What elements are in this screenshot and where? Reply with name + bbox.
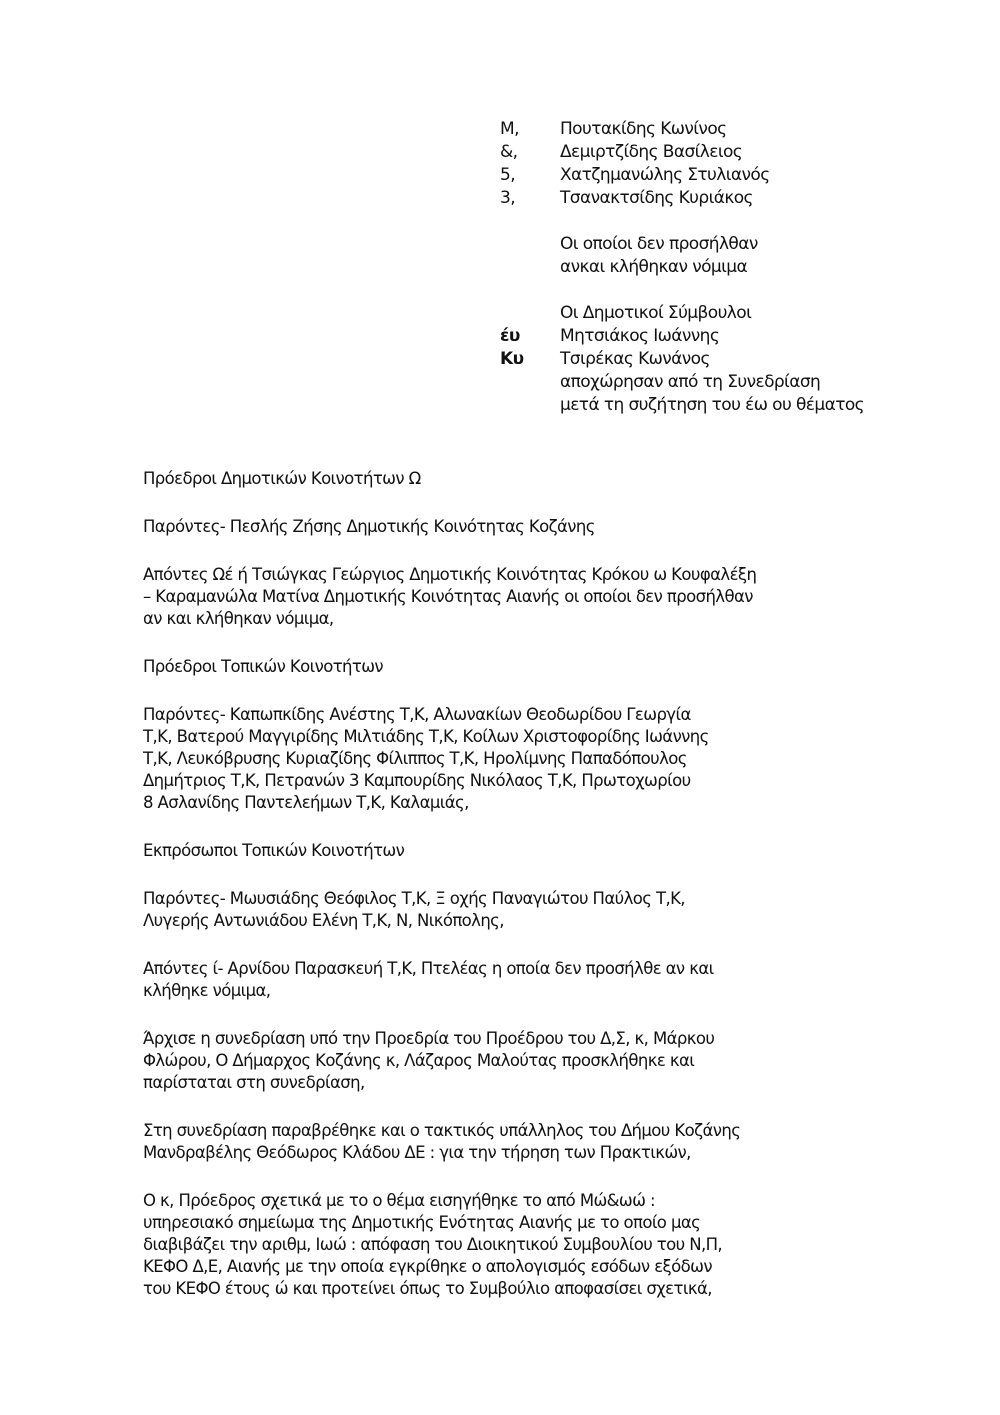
text-line: 8 Ασλανίδης Παντελεήμων Τ,Κ, Καλαμιάς,	[143, 793, 469, 812]
councillors-heading-text: Οι Δημοτικοί Σύμβουλοι	[560, 303, 752, 323]
list-item	[500, 164, 970, 187]
list-item	[500, 141, 970, 164]
member-name: Τσανακτσίδης Κυριάκος	[560, 188, 753, 208]
departed-note-line: αποχώρησαν από τη Συνεδρίαση	[560, 372, 821, 392]
text-line: – Καραμανώλα Ματίνα Δημοτικής Κοινότητας Αιανής οι οποίοι δεν προσήλθαν	[143, 587, 753, 606]
text-line: Τσιώγκας Γεώργιος Δημοτικής Κοινότητας Κρόκου ω Κουφαλέξη	[247, 565, 757, 584]
text-line: του ΚΕΦΟ έτους ώ και προτείνει όπως το Συμβούλιο αποφασίσει σχετικά,	[143, 1279, 712, 1298]
absent-paragraph	[143, 958, 903, 1002]
councillor-name: Μητσιάκος Ιωάννης	[560, 326, 720, 346]
present-paragraph	[143, 888, 903, 932]
text-line: διαβιβάζει την αριθμ, Ιωώ : απόφαση του Διοικητικού Συμβουλίου του Ν,Π,	[143, 1235, 723, 1254]
present-paragraph	[143, 704, 903, 814]
section-heading: Εκπρόσωποι Τοπικών Κοινοτήτων	[143, 841, 405, 860]
text-line: παρίσταται στη συνεδρίαση,	[143, 1073, 365, 1092]
section-heading: Πρόεδροι Δημοτικών Κοινοτήτων Ω	[143, 469, 421, 488]
member-name: Δεμιρτζίδης Βασίλειος	[560, 142, 743, 162]
list-marker: 5,	[500, 165, 516, 185]
text-line: Δημήτριος Τ,Κ, Πετρανών 3 Καμπουρίδης Νικόλαος Τ,Κ, Πρωτοχωρίου	[143, 771, 691, 790]
member-name: Χατζημανώλης Στυλιανός	[560, 165, 770, 185]
section-heading: Πρόεδροι Τοπικών Κοινοτήτων	[143, 657, 384, 676]
absent-note-line: Οι οποίοι δεν προσήλθαν	[560, 234, 758, 254]
departed-note-line: μετά τη συζήτηση του έω ου θέματος	[560, 395, 865, 415]
text-line: Άρχισε η συνεδρίαση υπό την Προεδρία του Προέδρου του Δ,Σ, κ, Μάρκου	[143, 1029, 715, 1048]
list-marker: Μ,	[500, 119, 519, 139]
text-line: Στη συνεδρίαση παραβρέθηκε και ο τακτικός υπάλληλος του Δήμου Κοζάνης	[143, 1121, 741, 1140]
text-line: Λυγερής Αντωνιάδου Ελένη Τ,Κ, Ν, Νικόπολης,	[143, 911, 504, 930]
absent-note	[500, 233, 970, 279]
list-item	[500, 187, 970, 210]
absent-paragraph	[143, 564, 903, 630]
text-line: Φλώρου, Ο Δήμαρχος Κοζάνης κ, Λάζαρος Μαλούτας προσκλήθηκε και	[143, 1051, 695, 1070]
text-line: ΚΕΦΟ Δ,Ε, Αιανής με την οποία εγκρίθηκε ο απολογισμός εσόδων εξόδων	[143, 1257, 712, 1276]
text-line: Μανδραβέλης Θεόδωρος Κλάδου ΔΕ : για την τήρηση των Πρακτικών,	[143, 1143, 691, 1162]
councillor-name: Τσιρέκας Κωνάνος	[560, 349, 710, 369]
absent-label: Απόντες ί-	[143, 959, 223, 978]
text-line: Τ,Κ, Βατερού Μαγγιρίδης Μιλτιάδης Τ,Κ, Κοίλων Χριστοφορίδης Ιωάννης	[143, 727, 709, 746]
list-marker: &,	[500, 142, 518, 162]
list-item	[500, 325, 970, 348]
session-start-paragraph	[143, 1028, 903, 1094]
list-item	[500, 118, 970, 141]
list-marker: Κυ	[500, 349, 524, 369]
text-line: κλήθηκε νόμιμα,	[143, 981, 271, 1000]
text-line: Τ,Κ, Λευκόβρυσης Κυριαζίδης Φίλιππος Τ,Κ, Ηρολίμνης Παπαδόπουλος	[143, 749, 687, 768]
clerk-paragraph	[143, 1120, 903, 1164]
absent-note-line: ανκαι κλήθηκαν νόμιμα	[560, 257, 748, 277]
text-line: Αρνίδου Παρασκευή Τ,Κ, Πτελέας η οποία δεν προσήλθε αν και	[222, 959, 714, 978]
list-marker: έυ	[500, 326, 520, 346]
text-line: υπηρεσιακό σημείωμα της Δημοτικής Ενότητας Αιανής με το οποίο μας	[143, 1213, 701, 1232]
document-body	[143, 468, 903, 1300]
top-member-list	[500, 118, 970, 417]
councillors-heading	[500, 302, 970, 325]
text-line: Παρόντες- Μωυσιάδης Θεόφιλος Τ,Κ, Ξ οχής Παναγιώτου Παύλος Τ,Κ,	[143, 889, 685, 908]
text-line: Παρόντες- Καπωπκίδης Ανέστης Τ,Κ, Αλωνακίων Θεοδωρίδου Γεωργία	[143, 705, 691, 724]
text-line: Ο κ, Πρόεδρος σχετικά με το ο θέμα εισηγήθηκε το από Μώ&ωώ :	[143, 1191, 655, 1210]
absent-label: Απόντες Ωέ ή	[143, 565, 248, 584]
present-line: Παρόντες- Πεσλής Ζήσης Δημοτικής Κοινότητας Κοζάνης	[143, 517, 595, 536]
text-line: αν και κλήθηκαν νόμιμα,	[143, 609, 334, 628]
topic-paragraph	[143, 1190, 903, 1300]
departed-note	[500, 371, 970, 417]
member-name: Πουτακίδης Κωνίνος	[560, 119, 727, 139]
list-item	[500, 348, 970, 371]
list-marker: 3,	[500, 188, 516, 208]
